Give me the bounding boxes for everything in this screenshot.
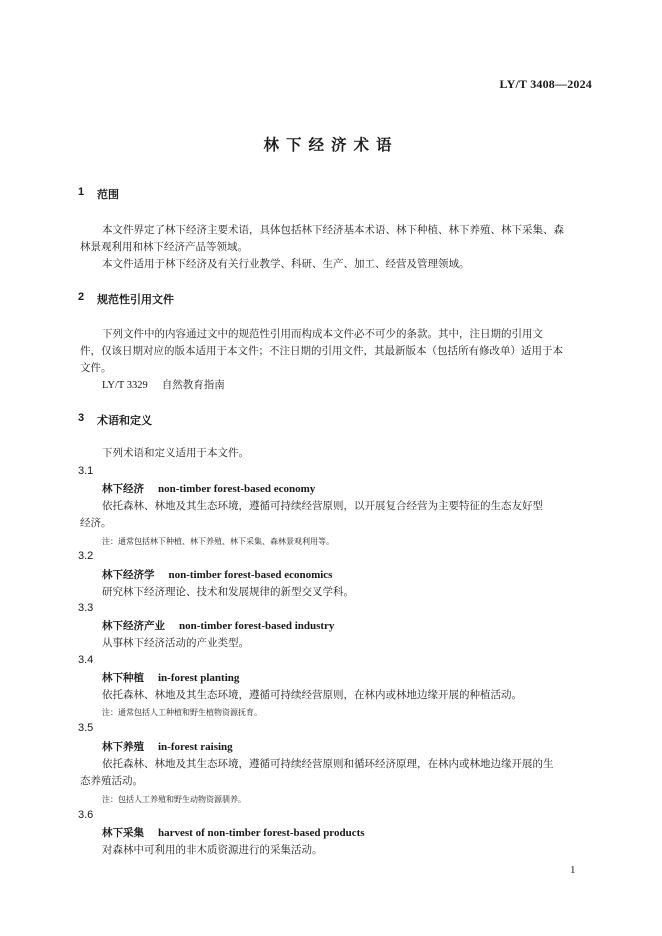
term-en: non-timber forest-based economics bbox=[168, 569, 333, 581]
term-note: 注：通常包括人工种植和野生植物资源抚育。 bbox=[102, 708, 262, 717]
document-title: 林下经济术语 bbox=[263, 136, 399, 154]
term-heading bbox=[102, 670, 239, 685]
term-heading bbox=[102, 618, 334, 633]
page-number: 1 bbox=[570, 864, 576, 876]
paragraph-line: 件，仅该日期对应的版本适用于本文件；不注日期的引用文件，其最新版本（包括所有修改单）适用于本 bbox=[80, 345, 563, 357]
section-title: 范围 bbox=[97, 188, 119, 201]
paragraph-line: 文件。 bbox=[80, 362, 112, 374]
term-definition-line: 依托森林、林地及其生态环境，遵循可持续经营原则，以开展复合经营为主要特征的生态友好型 bbox=[102, 500, 543, 512]
paragraph-line: 下列术语和定义适用于本文件。 bbox=[102, 447, 249, 459]
term-zh: 林下养殖 bbox=[102, 741, 144, 753]
term-number: 3.2 bbox=[78, 550, 94, 562]
term-zh: 林下经济 bbox=[102, 483, 144, 495]
normative-reference bbox=[102, 377, 225, 394]
term-en: non-timber forest-based economy bbox=[158, 483, 316, 495]
term-en: non-timber forest-based industry bbox=[179, 620, 335, 632]
term-definition-line: 经济。 bbox=[80, 517, 112, 529]
section-title: 规范性引用文件 bbox=[97, 293, 174, 306]
section-number: 3 bbox=[78, 412, 85, 424]
term-number: 3.1 bbox=[78, 465, 94, 477]
section-title: 术语和定义 bbox=[97, 414, 152, 427]
term-zh: 林下种植 bbox=[102, 672, 144, 684]
reference-code: LY/T 3329 bbox=[102, 380, 148, 391]
term-zh: 林下经济学 bbox=[102, 569, 155, 581]
section-number: 2 bbox=[78, 291, 85, 303]
paragraph-line: 下列文件中的内容通过文中的规范性引用而构成本文件必不可少的条款。其中，注日期的引用文 bbox=[102, 328, 543, 340]
term-en: in-forest raising bbox=[158, 741, 233, 753]
term-heading bbox=[102, 739, 233, 754]
term-note: 注：通常包括林下种植、林下养殖、林下采集、森林景观利用等。 bbox=[102, 537, 334, 546]
section-number: 1 bbox=[78, 186, 85, 198]
term-en: harvest of non-timber forest-based products bbox=[158, 827, 365, 839]
term-definition-line: 研究林下经济理论、技术和发展规律的新型交叉学科。 bbox=[102, 586, 354, 598]
term-zh: 林下采集 bbox=[102, 827, 144, 839]
term-en: in-forest planting bbox=[158, 672, 240, 684]
term-number: 3.5 bbox=[78, 722, 94, 734]
term-definition-line: 依托森林、林地及其生态环境，遵循可持续经营原则和循环经济原理，在林内或林地边缘开展的生 bbox=[102, 758, 554, 770]
section-3-heading bbox=[0, 412, 662, 428]
term-number: 3.6 bbox=[78, 809, 94, 821]
term-definition-line: 对森林中可利用的非木质资源进行的采集活动。 bbox=[102, 844, 323, 856]
term-definition-line: 态养殖活动。 bbox=[80, 775, 143, 787]
term-note: 注：包括人工养殖和野生动物资源驯养。 bbox=[102, 795, 246, 804]
paragraph-line: 本文件界定了林下经济主要术语，具体包括林下经济基本术语、林下种植、林下养殖、林下采集、森 bbox=[102, 224, 564, 236]
section-2-heading bbox=[0, 291, 662, 307]
term-heading bbox=[102, 567, 332, 582]
standard-code: LY/T 3408—2024 bbox=[499, 77, 592, 91]
term-definition-line: 从事林下经济活动的产业类型。 bbox=[102, 637, 249, 649]
term-number: 3.3 bbox=[78, 602, 94, 614]
term-heading bbox=[102, 825, 365, 840]
term-number: 3.4 bbox=[78, 654, 94, 666]
paragraph-line: 林景观利用和林下经济产品等领域。 bbox=[80, 241, 248, 253]
term-zh: 林下经济产业 bbox=[102, 620, 165, 632]
section-1-heading bbox=[0, 186, 662, 202]
term-heading bbox=[102, 481, 315, 496]
term-definition-line: 依托森林、林地及其生态环境，遵循可持续经营原则，在林内或林地边缘开展的种植活动。 bbox=[102, 689, 522, 701]
paragraph-line: 本文件适用于林下经济及有关行业教学、科研、生产、加工、经营及管理领域。 bbox=[102, 258, 470, 270]
reference-title: 自然教育指南 bbox=[161, 379, 225, 391]
